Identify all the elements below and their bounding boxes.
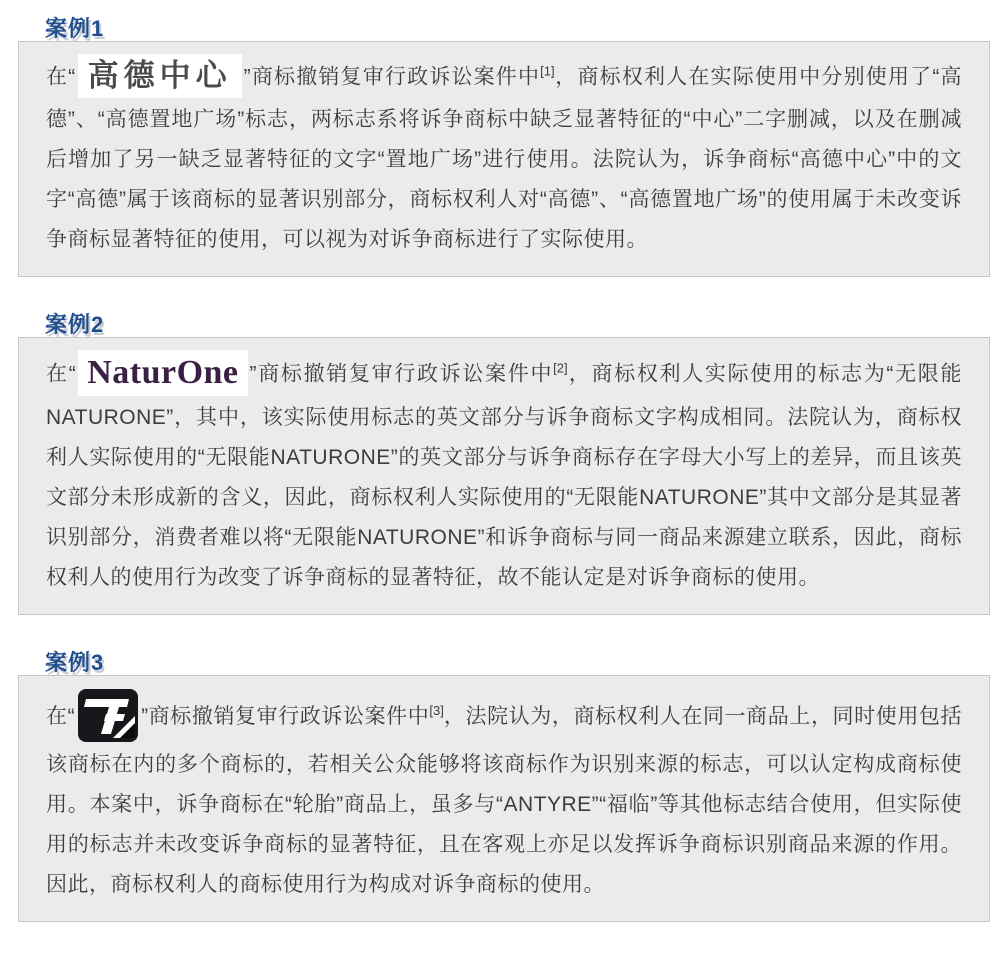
- case-3-label: 案例3: [45, 650, 105, 675]
- footnote-ref-1: [1]: [540, 63, 555, 79]
- case-3-text: [46, 690, 962, 905]
- gaode-zhongxin-trademark-image: [78, 54, 242, 98]
- gaode-zhongxin-trademark-text: 高德中心: [87, 58, 232, 93]
- case-2-text: [46, 352, 962, 598]
- case-3-section: [18, 646, 990, 922]
- footnote-ref-3: [3]: [429, 703, 444, 719]
- case-1-box: [18, 41, 990, 277]
- case-2-text-pre: 在“: [46, 362, 77, 386]
- case-2-text-mid: ”商标撤销复审行政诉讼案件中: [249, 362, 554, 386]
- case-3-text-body: ，法院认为，商标权利人在同一商品上，同时使用包括该商标在内的多个商标的，若相关公众能够将该商标作为识别来源的标志，可以认定构成商标使用。本案中，诉争商标在“轮胎”商品上，虽多与“ANTYRE”“福临”等其他标志结合使用，但实际使用的标志并未改变诉争商标的显著特征，且在客观上亦足以发挥诉争商标识别商品来源的作用。因此，商标权利人的商标使用行为构成对诉争商标的使用。: [46, 705, 962, 896]
- case-3-text-pre: 在“: [46, 705, 76, 729]
- case-2-text-body: ，商标权利人实际使用的标志为“无限能NATURONE”，其中，该实际使用标志的英文部分与诉争商标文字构成相同。法院认为，商标权利人实际使用的“无限能NATURONE”的英文部分与诉争商标存在字母大小写上的差异，而且该英文部分未形成新的含义，因此，商标权利人实际使用的“无限能NATURONE”其中文部分是其显著识别部分，消费者难以将“无限能NATURONE”和诉争商标与同一商品来源建立联系，因此，商标权利人的使用行为改变了诉争商标的显著特征，故不能认定是对诉争商标的使用。: [46, 362, 962, 589]
- case-2-section: [18, 308, 990, 615]
- case-3-box: [18, 675, 990, 922]
- case-1-label: 案例1: [45, 16, 105, 41]
- case-1-text-pre: 在“: [46, 65, 76, 89]
- case-1-text-mid: ”商标撤销复审行政诉讼案件中: [243, 65, 541, 89]
- case-1-text: [46, 56, 962, 260]
- footnote-ref-2: [2]: [553, 360, 568, 376]
- stylized-f-logo-trademark-image: [77, 688, 139, 743]
- naturone-trademark-image: [78, 350, 247, 396]
- case-1-text-body: ，商标权利人在实际使用中分别使用了“高德”、“高德置地广场”标志，两标志系将诉争商标中缺乏显著特征的“中心”二字删减，以及在删减后增加了另一缺乏显著特征的文字“置地广场”进行使用。法院认为，诉争商标“高德中心”中的文字“高德”属于该商标的显著识别部分，商标权利人对“高德”、“高德置地广场”的使用属于未改变诉争商标显著特征的使用，可以视为对诉争商标进行了实际使用。: [46, 65, 962, 251]
- naturone-trademark-text: NaturOne: [87, 354, 239, 391]
- case-2-box: [18, 337, 990, 615]
- case-1-section: [18, 12, 990, 277]
- case-3-text-mid: ”商标撤销复审行政诉讼案件中: [141, 705, 430, 729]
- stylized-f-logo-icon: [77, 688, 139, 743]
- case-2-label: 案例2: [45, 312, 105, 337]
